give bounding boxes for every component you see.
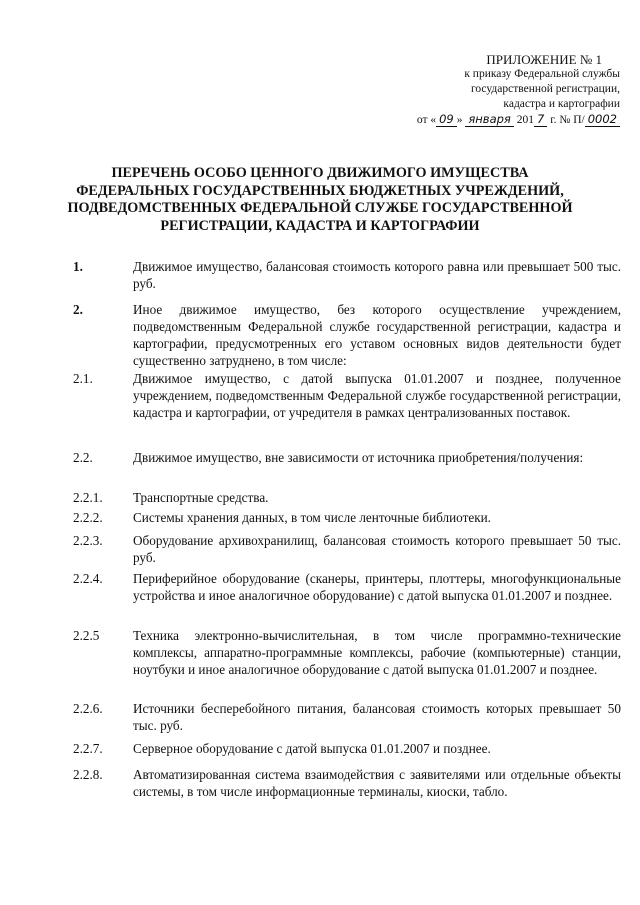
item-number: 2.2.7. (73, 741, 103, 756)
item-text: Источники бесперебойного питания, балансовая стоимость которых превышает 50 тыс. руб. (133, 701, 621, 733)
date-mid: » (456, 114, 463, 126)
handwritten-year: 7 (534, 112, 547, 127)
handwritten-day: 09 (436, 112, 457, 127)
title-line-1: ПЕРЕЧЕНЬ ОСОБО ЦЕННОГО ДВИЖИМОГО ИМУЩЕСТВА (111, 165, 529, 181)
item-text: Системы хранения данных, в том числе ленточные библиотеки. (133, 510, 491, 525)
list-item (73, 700, 623, 734)
item-number: 2.2. (73, 450, 93, 465)
item-text: Иное движимое имущество, без которого осуществление учреждением, подведомственным Федеральной службе государственной регистрации, кадастра и картографии, предусмотренных его уставом основных видов деятельности будет существенно затруднено, в том числе: (133, 302, 621, 368)
item-number: 2.1. (73, 371, 93, 386)
order-date-line (380, 112, 620, 128)
year-prefix: 201 (516, 114, 534, 126)
item-text: Автоматизированная система взаимодействия с заявителями или отдельные объекты системы, в том числе информационные терминалы, киоски, табло. (133, 767, 621, 799)
item-text: Серверное оборудование с датой выпуска 01.01.2007 и позднее. (133, 741, 491, 756)
item-number: 2.2.4. (73, 571, 103, 586)
item-number: 2.2.2. (73, 510, 103, 525)
item-number: 2.2.8. (73, 767, 103, 782)
list-item (73, 740, 623, 757)
item-text: Движимое имущество, балансовая стоимость которого равна или превышает 500 тыс. руб. (133, 259, 621, 291)
list-item (73, 532, 623, 566)
list-item (73, 370, 623, 421)
list-item (73, 301, 623, 369)
item-text: Оборудование архивохранилищ, балансовая стоимость которого превышает 50 тыс. руб. (133, 533, 621, 565)
document-title (50, 165, 590, 235)
title-line-4: РЕГИСТРАЦИИ, КАДАСТРА И КАРТОГРАФИИ (160, 217, 480, 234)
item-text: Техника электронно-вычислительная, в том числе программно-технические комплексы, аппаратно-программные комплексы, рабочие (компьютерные) станции, ноутбуки и иное аналогичное оборудование с датой выпуска 01.01.2007 и позднее. (133, 628, 621, 677)
list-item (73, 449, 623, 466)
title-line-2: ФЕДЕРАЛЬНЫХ ГОСУДАРСТВЕННЫХ БЮДЖЕТНЫХ УЧРЕЖДЕНИЙ, (76, 182, 564, 199)
order-line-3: кадастра и картографии (503, 98, 620, 110)
item-number: 2.2.3. (73, 533, 103, 548)
item-number: 2. (73, 302, 83, 317)
item-text: Движимое имущество, с датой выпуска 01.01.2007 и позднее, полученное учреждением, подведомственным Федеральной службе государственной регистрации, кадастра и картографии, от учредителя в рамках централизованных поставок. (133, 371, 621, 420)
list-item (73, 627, 623, 678)
list-item (73, 766, 623, 800)
order-line-2: государственной регистрации, (470, 83, 620, 95)
item-text: Транспортные средства. (133, 490, 269, 505)
item-number: 2.2.5 (73, 628, 100, 643)
list-item (73, 509, 623, 526)
appendix-header (380, 52, 620, 128)
list-item (73, 570, 623, 604)
item-number: 2.2.1. (73, 490, 103, 505)
order-line-1: к приказу Федеральной службы (464, 68, 620, 80)
item-number: 1. (73, 259, 83, 274)
title-line-3: ПОДВЕДОМСТВЕННЫХ ФЕДЕРАЛЬНОЙ СЛУЖБЕ ГОСУДАРСТВЕННОЙ (67, 200, 573, 216)
handwritten-month: января (465, 112, 513, 127)
appendix-title: ПРИЛОЖЕНИЕ № 1 (486, 52, 602, 67)
handwritten-number: 0002 (585, 112, 620, 127)
item-text: Периферийное оборудование (сканеры, принтеры, плоттеры, многофункциональные устройства и иное аналогичное оборудование) с датой выпуска 01.01.2007 и позднее. (133, 571, 621, 603)
list-item (73, 258, 623, 292)
item-number: 2.2.6. (73, 701, 103, 716)
date-prefix: от « (416, 114, 437, 126)
number-label: № П/ (559, 114, 585, 126)
year-after: г. (550, 114, 557, 126)
item-text: Движимое имущество, вне зависимости от источника приобретения/получения: (133, 450, 584, 465)
list-item (73, 489, 623, 506)
